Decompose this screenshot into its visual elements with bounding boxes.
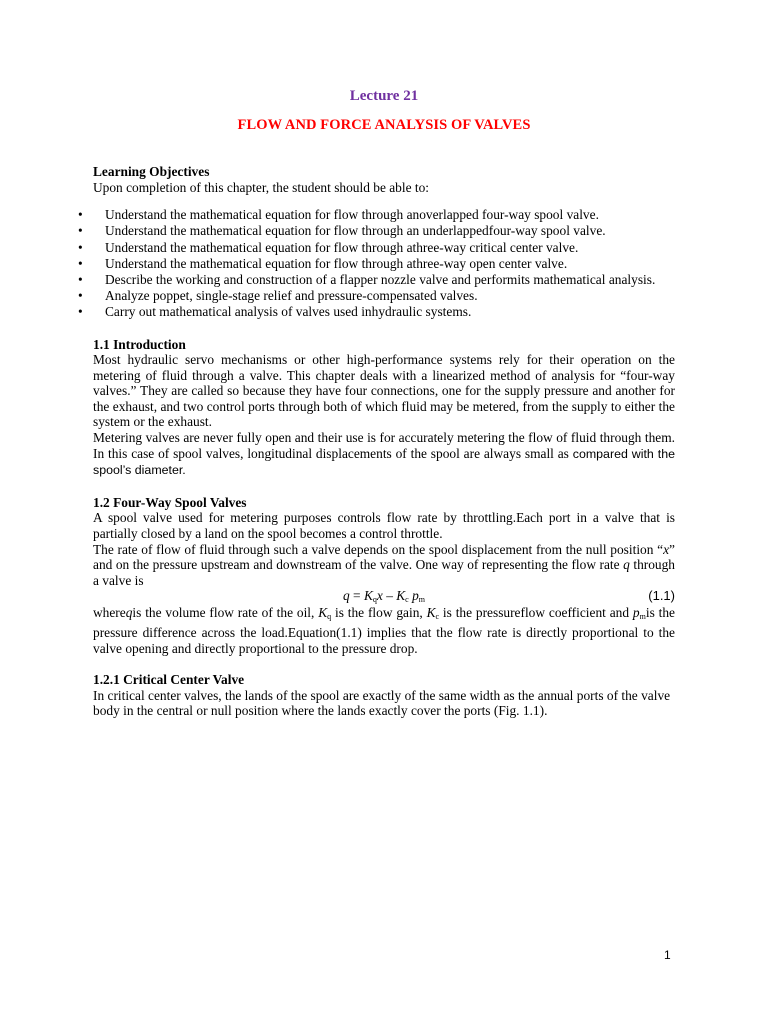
bullet-icon: • [78, 255, 83, 271]
objective-item: • Understand the mathematical equation for flow through an underlappedfour-way spool valve. [78, 223, 606, 239]
introduction-paragraph-2: Metering valves are never fully open and their use is for accurately metering the flow of fluid through them. In this case of spool valves, longitudinal displacements of the spool are always small as compared with the spool’s diameter. [93, 430, 675, 478]
objectives-heading: Learning Objectives [93, 164, 210, 179]
bullet-icon: • [78, 288, 83, 304]
objectives-list [78, 207, 675, 320]
objective-item: • Describe the working and construction of a flapper nozzle valve and performits mathematical analysis. [78, 271, 656, 287]
document-body [78, 164, 675, 719]
spool-paragraph-2: The rate of flow of fluid through such a valve depends on the spool displacement from the null position “x” and on the pressure upstream and downstream of the valve. One way of representing the flow rate q through a valve is [93, 541, 675, 588]
bullet-icon: • [78, 207, 83, 223]
section-heading-introduction: 1.1 Introduction [93, 336, 186, 352]
bullet-icon: • [78, 239, 83, 255]
objective-item: • Analyze poppet, single-stage relief and pressure-compensated valves. [78, 288, 478, 304]
document-title: FLOW AND FORCE ANALYSIS OF VALVES [237, 117, 531, 133]
bullet-icon: • [78, 304, 83, 320]
introduction-paragraph-1: Most hydraulic servo mechanisms or other high-performance systems rely for their operation on the metering of fluid through a valve. This chapter deals with a linearized method of analysis for “four-way valves.” They are called so because they have four connections, one for the supply pressure and another for the exhaust, and two control ports through both of which fluid may be metered, from the supply to either the system or the exhaust. [93, 352, 675, 430]
spool-paragraph-1: A spool valve used for metering purposes controls flow rate by throttling.Each port in a valve that is partially closed by a land on the spool becomes a control throttle. [93, 510, 675, 542]
objective-item: • Understand the mathematical equation for flow through anoverlapped four-way spool valve. [78, 207, 599, 223]
objective-item: • Carry out mathematical analysis of valves used inhydraulic systems. [78, 304, 472, 320]
equation-formula: $q = K_qx - K_c$ $p_m$ [343, 588, 426, 605]
page-number: 1 [664, 948, 671, 962]
section-heading-four-way-spool: 1.2 Four-Way Spool Valves [93, 494, 247, 510]
critical-center-paragraph: In critical center valves, the lands of the spool are exactly of the same width as the annual ports of the valve body in the central or null position where the lands exactly cover the ports (Fig. 1.1). [93, 687, 671, 719]
bullet-icon: • [78, 223, 83, 239]
bullet-icon: • [78, 271, 83, 287]
lecture-label: Lecture 21 [349, 88, 419, 104]
objectives-intro: Upon completion of this chapter, the student should be able to: [93, 179, 430, 195]
equation-1-1 [93, 588, 675, 605]
objective-item: • Understand the mathematical equation for flow through athree-way critical center valve. [78, 239, 579, 255]
objective-item: • Understand the mathematical equation for flow through athree-way open center valve. [78, 255, 568, 271]
spool-paragraph-3: whereqis the volume flow rate of the oil, $K_q$ is the flow gain, $K_c$ is the pressureflow coefficient and $p_mis$ the pressure difference across the load.Equation(1.1) implies that the flow rate is directly proportional to the valve opening and directly proportional to the pressure drop. [93, 605, 675, 656]
equation-number: (1.1) [648, 588, 675, 604]
section-heading-critical-center: 1.2.1 Critical Center Valve [93, 672, 245, 688]
